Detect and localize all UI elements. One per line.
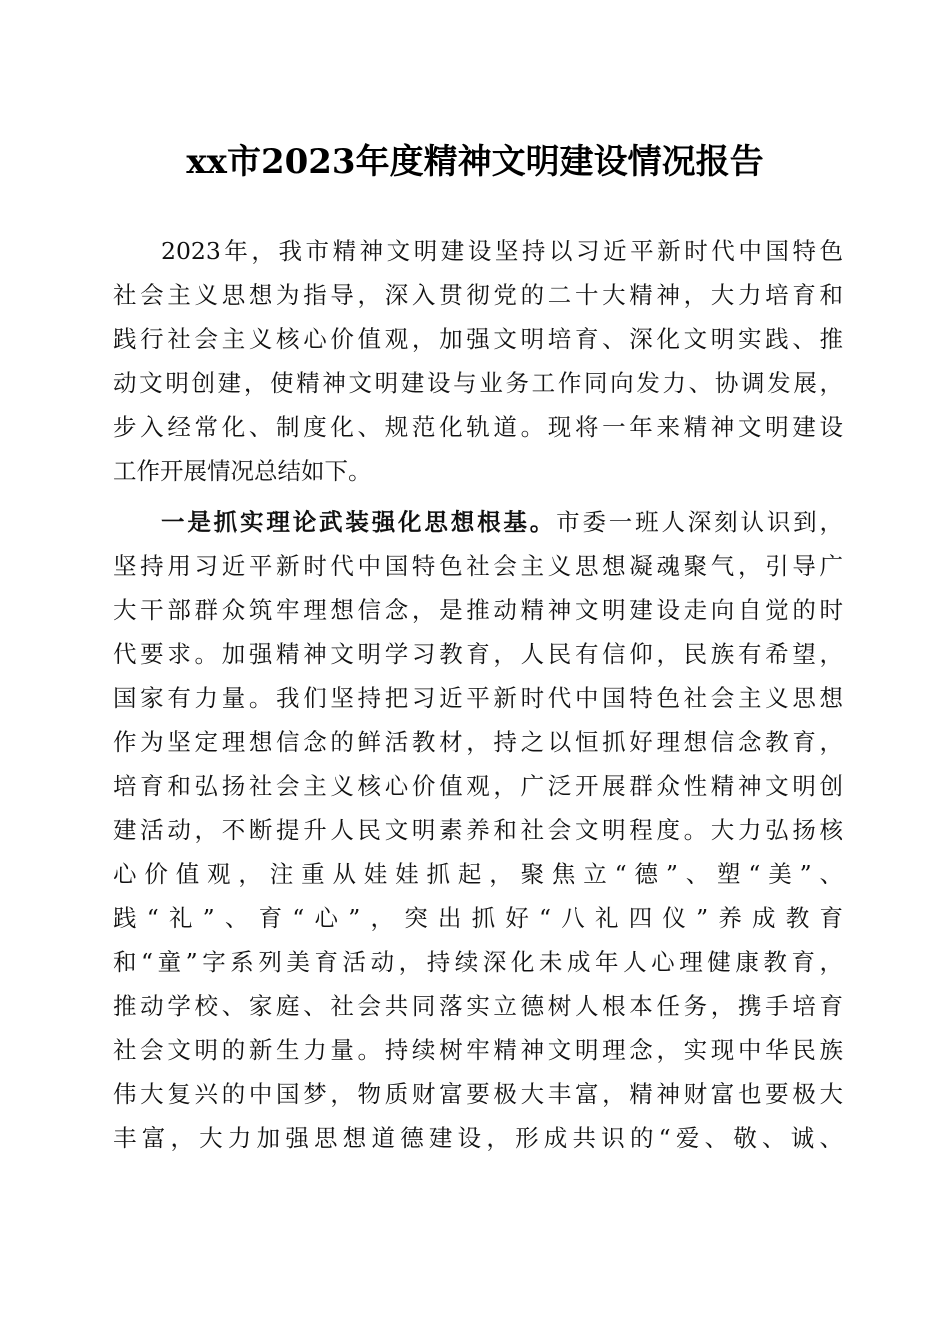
- text-line: 践“礼”、育“心”，突出抓好“八礼四仪”养成教育: [113, 904, 843, 932]
- text-line: 心价值观，注重从娃娃抓起，聚焦立“德”、塑“美”、: [113, 860, 843, 888]
- text-line: 作为坚定理想信念的鲜活教材，持之以恒抓好理想信念教育，: [113, 728, 843, 756]
- text-line: 伟大复兴的中国梦，物质财富要极大丰富，精神财富也要极大: [113, 1080, 843, 1108]
- text-line: 国家有力量。我们坚持把习近平新时代中国特色社会主义思想: [113, 684, 843, 712]
- text-line: 坚持用习近平新时代中国特色社会主义思想凝魂聚气，引导广: [113, 552, 843, 580]
- text-line: 工作开展情况总结如下。: [113, 457, 372, 485]
- text-line: 社会主义思想为指导，深入贯彻党的二十大精神，大力培育和: [113, 281, 843, 309]
- text-line: 践行社会主义核心价值观，加强文明培育、深化文明实践、推: [113, 325, 843, 353]
- text-line: [161, 504, 843, 540]
- paragraph-lead-heading: 一是抓实理论武装强化思想根基。: [161, 508, 557, 536]
- text-line: 2023年，我市精神文明建设坚持以习近平新时代中国特色: [161, 237, 843, 265]
- document-title: xx市2023年度精神文明建设情况报告: [186, 142, 764, 182]
- text-line: 社会文明的新生力量。持续树牢精神文明理念，实现中华民族: [113, 1036, 843, 1064]
- text-line: 步入经常化、制度化、规范化轨道。现将一年来精神文明建设: [113, 413, 843, 441]
- text-line: 代要求。加强精神文明学习教育，人民有信仰，民族有希望，: [113, 640, 843, 668]
- text-run: 市委一班人深刻认识到，: [556, 508, 844, 536]
- text-line: 培育和弘扬社会主义核心价值观，广泛开展群众性精神文明创: [113, 772, 843, 800]
- text-line: 丰富，大力加强思想道德建设，形成共识的“爱、敬、诚、: [113, 1124, 843, 1152]
- text-line: 推动学校、家庭、社会共同落实立德树人根本任务，携手培育: [113, 992, 843, 1020]
- text-line: 大干部群众筑牢理想信念，是推动精神文明建设走向自觉的时: [113, 596, 843, 624]
- text-line: 建活动，不断提升人民文明素养和社会文明程度。大力弘扬核: [113, 816, 843, 844]
- text-line: 和“童”字系列美育活动，持续深化未成年人心理健康教育，: [113, 948, 843, 976]
- text-line: 动文明创建，使精神文明建设与业务工作同向发力、协调发展，: [113, 369, 843, 397]
